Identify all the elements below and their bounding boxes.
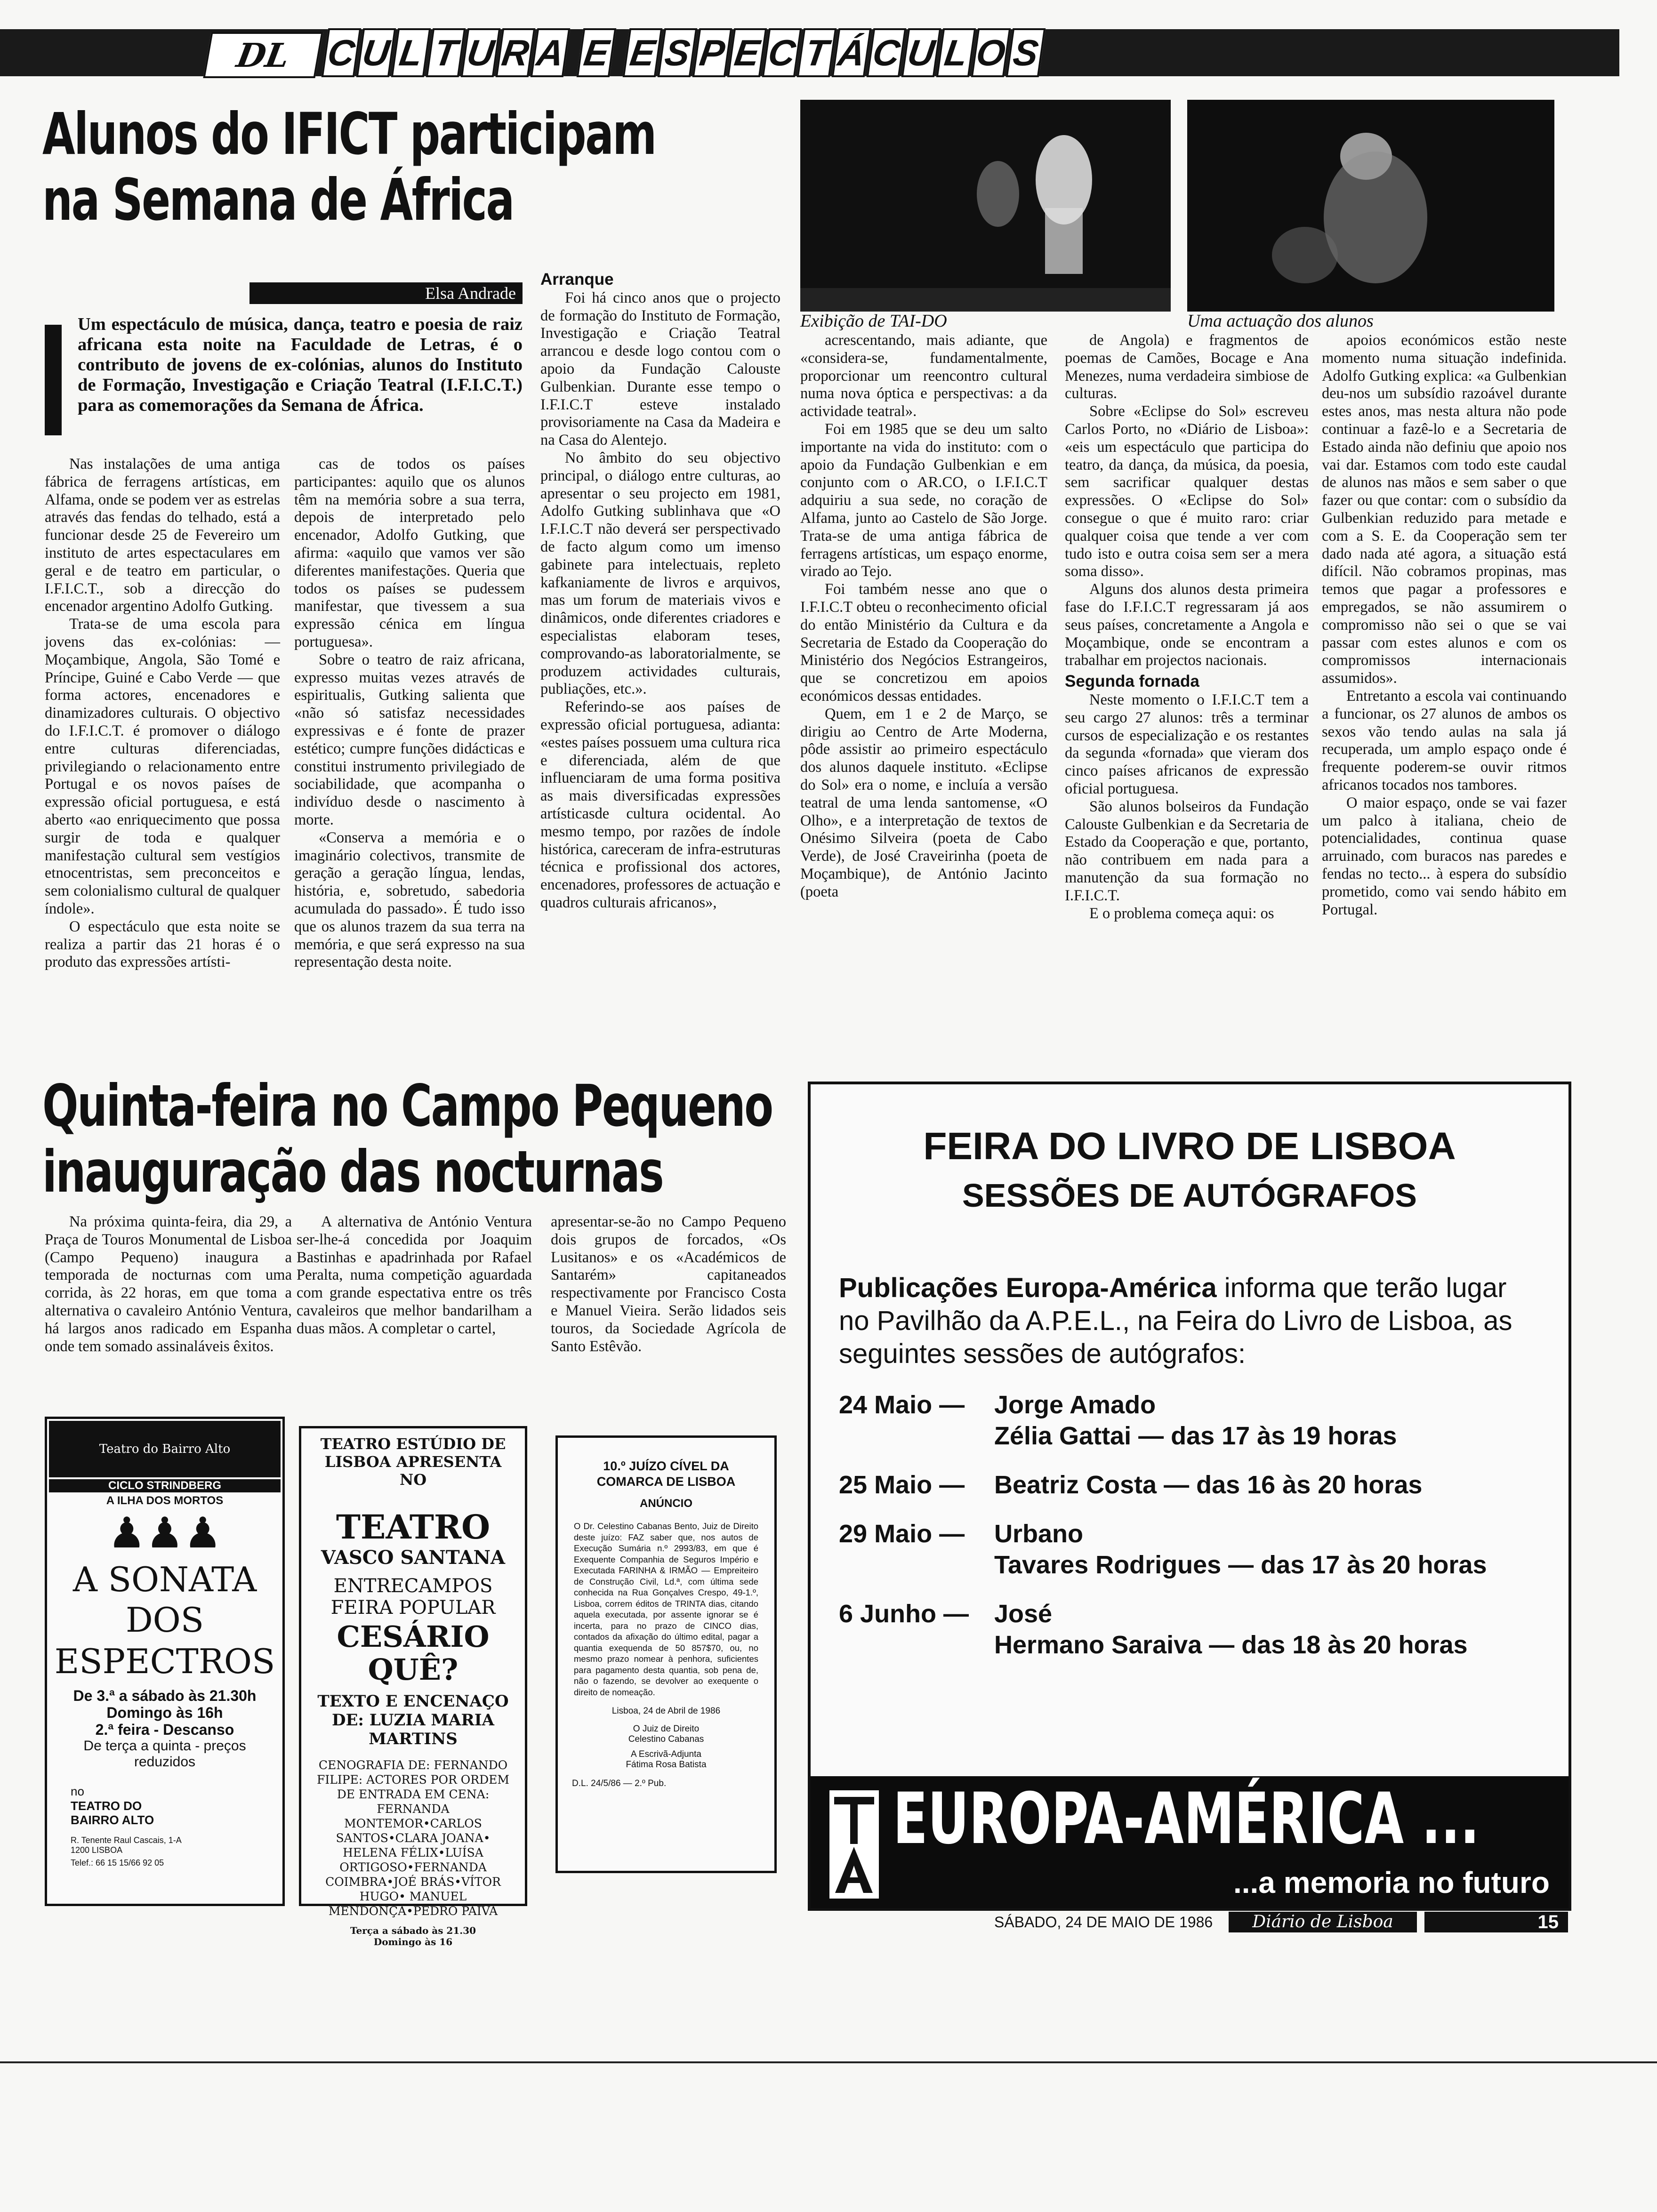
ad-teatro-times2: Domingo às 16 bbox=[373, 1936, 453, 1948]
subhead-segunda-fornada: Segunda fornada bbox=[1065, 672, 1199, 691]
session-names bbox=[994, 1389, 1397, 1451]
footer-paper: Diário de Lisboa bbox=[1229, 1912, 1417, 1932]
section-title-letter: L bbox=[936, 28, 976, 77]
footer-page-number: 15 bbox=[1424, 1912, 1568, 1932]
section-title-letter: U bbox=[461, 28, 501, 77]
photo-actuacao bbox=[1187, 100, 1554, 312]
ad-juizo-ref: D.L. 24/5/86 — 2.º Pub. bbox=[572, 1779, 667, 1788]
ad-feira-sessions bbox=[811, 1389, 1569, 1660]
session-line1: Jorge Amado bbox=[994, 1391, 1156, 1419]
paragraph: Quem, em 1 e 2 de Março, se dirigiu ao Centro de Arte Moderna, pôde assistir ao primeiro espectáculo dos alunos daquele instituto. «Eclipse do Sol» era o nome, e incluía a versão teatral de uma lenda santomense, «O Olho», e a interpretação de textos de Onésimo Silveira (poeta de Cabo Verde), de José Craveirinha (poeta de Moçambique), de António Jacinto (poeta bbox=[800, 705, 1047, 900]
section-title-letter: S bbox=[1006, 28, 1046, 77]
ad-juizo-title: 10.º JUÍZO CÍVEL DA COMARCA DE LISBOA bbox=[596, 1459, 736, 1489]
ad-teatro-line1: TEATRO ESTÚDIO DE LISBOA APRESENTA NO bbox=[320, 1435, 506, 1489]
ad-sonata bbox=[45, 1417, 285, 1906]
bottom-rule bbox=[0, 2061, 1657, 2063]
paragraph: Neste momento o I.F.I.C.T tem a seu cargo 27 alunos: três a terminar cursos de especialização e os restantes da segunda «fornada» que vieram dos cinco países africanos de expressão oficial portuguesa. bbox=[1065, 691, 1309, 797]
article2-headline: Quinta-feira no Campo Pequeno inauguração das nocturnas bbox=[42, 1073, 772, 1205]
section-title-letter: T bbox=[797, 28, 837, 77]
paragraph: Alguns dos alunos desta primeira fase do I.F.I.C.T regressaram já aos seus países, concretamente a Angola e Moçambique, onde se encontram a trabalhar em projectos nacionais. bbox=[1065, 581, 1309, 669]
section-title-letter: U bbox=[356, 28, 396, 77]
ad-sonata-schedule1: De 3.ª a sábado às 21.30h bbox=[73, 1687, 257, 1704]
paragraph: Sobre o teatro de raiz africana, expresso muitas vezes através de espiritualis, Gutking salienta que «não só satisfaz necessidades expressivas e é fonte de prazer estético; cumpre funções didácticas e constitui instrumento privilegiado de sociabilidade, que acompanha o indivíduo desde o nascimento à morte. bbox=[294, 651, 525, 828]
paragraph: São alunos bolseiros da Fundação Calouste Gulbenkian e da Secretaria de Estado da Cooperação e que, portanto, não contribuem em nada para a manutenção da sua formação no I.F.I.C.T. bbox=[1065, 798, 1309, 904]
ad-sonata-subtitle: A ILHA DOS MORTOS bbox=[106, 1494, 224, 1507]
paragraph: de Angola) e fragmentos de poemas de Camões, Bocage e Ana Menezes, numa verdadeira simbiose de culturas. bbox=[1065, 332, 1309, 402]
paragraph: Nas instalações de uma antiga fábrica de ferragens artísticas, em Alfama, onde se podem ver as estrelas através das fendas do telhado, está a funcionar desde 25 de Fevereiro um instituto de artes espectaculares em geral e de teatro em particular, o I.F.I.C.T., sob a direcção do encenador argentino Adolfo Gutking. bbox=[45, 456, 280, 615]
ad-teatro-line3: VASCO SANTANA bbox=[321, 1547, 506, 1569]
ad-feira-brand: EUROPA-AMÉRICA ... bbox=[893, 1778, 1480, 1860]
ad-sonata-ciclo: CICLO STRINDBERG bbox=[49, 1479, 281, 1492]
section-title-letter: T bbox=[426, 28, 466, 77]
ad-feira-livro bbox=[808, 1082, 1571, 1911]
europa-america-logo-icon bbox=[829, 1790, 879, 1899]
session-line1: Beatriz Costa — das 16 às 20 horas bbox=[994, 1471, 1423, 1499]
footer-date: SÁBADO, 24 DE MAIO DE 1986 bbox=[994, 1914, 1213, 1931]
ad-feira-intro-rest: informa que terão lugar no Pavilhão da A.P.E.L., na Feira do Livro de Lisboa, as seguintes sessões de autógrafos: bbox=[839, 1273, 1512, 1369]
article1-col2 bbox=[294, 456, 525, 1062]
ad-juizo bbox=[555, 1435, 777, 1873]
section-title-letter: C bbox=[322, 28, 362, 77]
paragraph: O maior espaço, onde se vai fazer um palco à italiana, cheio de potencialidades, continua quase arruinado, com buracos nas paredes e fendas no tecto... à espera do subsídio prometido, como vai sendo hábito em Portugal. bbox=[1322, 794, 1567, 918]
session-names bbox=[994, 1469, 1422, 1500]
article1-col5 bbox=[1065, 332, 1309, 1061]
section-title-letter: C bbox=[762, 28, 802, 77]
caption-tai-do: Exibição de TAI-DO bbox=[800, 311, 947, 331]
section-title-letter: U bbox=[901, 28, 941, 77]
section-title-letter: P bbox=[692, 28, 732, 77]
article1-col6 bbox=[1322, 332, 1567, 1061]
session-date: 29 Maio — bbox=[839, 1520, 965, 1548]
ad-juizo-subtitle: ANÚNCIO bbox=[640, 1497, 692, 1510]
caption-actuacao: Uma actuação dos alunos bbox=[1187, 311, 1374, 331]
article2-col3: apresentar-se-ão no Campo Pequeno dois grupos de forcados, «Os Lusitanos» e os «Académicos de Santarém» capitaneados respectivamente por Francisco Costa e Manuel Vieira. Serão lidados seis touros, da Sociedade Agrícola de Santo Estêvão. bbox=[551, 1213, 786, 1355]
article1-col4 bbox=[800, 332, 1047, 1061]
paragraph: apoios económicos estão neste momento numa situação indefinida. Adolfo Gutking explica: «a Gulbenkian deu-nos um subsídio razoável durante estes anos, mas nesta altura não pode continuar a fazê-lo e a Secretaria de Estado ainda não definiu que apoio nos vai dar. Estamos com todo este caudal de alunos nas mãos e sem saber o que fazer ou que contar: com o subsídio da Gulbenkian reduzido para metade e com a S. E. da Cooperação sem ter dado nada até agora, a situação está difícil. Não cobramos propinas, mas temos que pagar a professores e empregados, se não assumirem o compromisso não sei o que se vai passar com estes alunos e com os compromissos internacionais assumidos». bbox=[1322, 332, 1567, 687]
session-row bbox=[839, 1598, 1569, 1660]
session-line2: Zélia Gattai — das 17 às 19 horas bbox=[994, 1422, 1397, 1450]
session-names bbox=[994, 1598, 1468, 1660]
ad-feira-subtitle: SESSÕES DE AUTÓGRAFOS bbox=[962, 1177, 1417, 1214]
paragraph: Foi há cinco anos que o projecto de formação do Instituto de Formação, Investigação e Criação Teatral arrancou e desde logo contou com o apoio da Fundação Calouste Gulbenkian. Durante esse tempo o I.F.I.C.T esteve instalado provisoriamente na Casa da Madeira e na Casa do Alentejo. bbox=[540, 289, 780, 449]
session-date: 25 Maio — bbox=[839, 1471, 965, 1499]
section-title-letter: A bbox=[531, 28, 571, 77]
ad-feira-title: FEIRA DO LIVRO DE LISBOA bbox=[923, 1125, 1456, 1168]
lead-bar bbox=[45, 325, 62, 435]
session-row bbox=[839, 1518, 1569, 1580]
section-logo: DL bbox=[203, 32, 323, 78]
ad-teatro-line4: ENTRECAMPOS bbox=[333, 1575, 493, 1597]
byline: Elsa Andrade bbox=[249, 282, 523, 304]
ad-sonata-schedule2: Domingo às 16h bbox=[106, 1704, 223, 1721]
section-title-letter: L bbox=[391, 28, 431, 77]
paragraph: Foi em 1985 que se deu um salto importante na vida do instituto: com o apoio da Fundação Gulbenkian e em conjunto com o AR.CO, o I.F.I.C.T adquiriu a sua sede, no coração de Alfama, junto ao Castelo de São Jorge. Trata-se de uma antiga fábrica de ferragens artísticas, um espaço enorme, virado ao Tejo. bbox=[800, 420, 1047, 580]
session-row bbox=[839, 1389, 1569, 1451]
paragraph: acrescentando, mais adiante, que «considera-se, fundamentalmente, proporcionar um reencontro cultural numa nova óptica e perspectivas: a da actividade teatral». bbox=[800, 332, 1047, 420]
photo-tai-do-image bbox=[800, 100, 1171, 312]
section-title-letter: Á bbox=[832, 28, 872, 77]
session-names bbox=[994, 1518, 1487, 1580]
session-line2: Tavares Rodrigues — das 17 às 20 horas bbox=[994, 1551, 1487, 1579]
section-title-letter: E bbox=[727, 28, 767, 77]
paragraph: Entretanto a escola vai continuando a funcionar, os 27 alunos de ambos os sexos vão tendo aulas na sala já recuperada, um amplo espaço onde é frequente poderem-se ouvir ritmos africanos tocados nos tambores. bbox=[1322, 687, 1567, 793]
ad-teatro-credits: TEXTO E ENCENAÇO DE: LUZIA MARIA MARTINS bbox=[317, 1692, 509, 1748]
session-row bbox=[839, 1469, 1569, 1500]
paragraph: cas de todos os países participantes: aquilo que os alunos têm na memória sobre a sua terra, depois de interpretado pelo encenador, Adolfo Gutking, que afirma: «aquilo que vamos ver são diferentes manifestações. Queria que todos os países se pudessem manifestar, que tivessem a sua expressão cénica em língua portuguesa». bbox=[294, 456, 525, 650]
ad-teatro-title: CESÁRIO QUÊ? bbox=[337, 1619, 490, 1687]
chairs-icon: ♟♟♟ bbox=[107, 1510, 222, 1557]
ad-sonata-title1: A SONATA bbox=[72, 1560, 257, 1599]
section-title-letter: E bbox=[623, 28, 663, 77]
ad-juizo-sig2a: A Escrivã-Adjunta bbox=[631, 1749, 701, 1759]
paragraph: Trata-se de uma escola para jovens das ex-colónias: — Moçambique, Angola, São Tomé e Príncipe, Guiné e Cabo Verde — que forma actores, encenadores e dinamizadores culturais. O objectivo do I.F.I.C.T. é promover o diálogo entre culturas diferenciadas, privilegiando o relacionamento entre Portugal e os novos países de expressão oficial portuguesa, e está aberto «ao enriquecimento que possa surgir de toda e qualquer manifestação cultural sem vestígios etnocentristas, sem preconceitos e sem colonialismo cultural de qualquer índole». bbox=[45, 616, 280, 917]
subhead-arranque: Arranque bbox=[540, 270, 614, 289]
ad-sonata-title3: ESPECTROS bbox=[54, 1642, 275, 1681]
ad-sonata-phone: Telef.: 66 15 15/66 92 05 bbox=[71, 1858, 164, 1867]
article2-col1: Na próxima quinta-feira, dia 29, a Praça de Touros Monumental de Lisboa (Campo Pequeno) inaugura a temporada de nocturnas com uma corrida, às 22 horas, em que toma a alternativa o cavaleiro António Ventura, há largos anos radicado em Espanha onde tem somado assinaláveis êxitos. bbox=[45, 1213, 292, 1355]
session-date: 6 Junho — bbox=[839, 1600, 969, 1628]
paragraph: E o problema começa aqui: os bbox=[1089, 905, 1274, 922]
paragraph: No âmbito do seu objectivo principal, o diálogo entre culturas, ao apresentar o seu projecto em 1981, Adolfo Gutking sublinhava que «O I.F.I.C.T não deverá ser perspectivado de facto algum como um imenso gabinete para intelectuais, repleto kafkaniamente de livros e arquivos, mas um forum de materiais vivos e dinâmicos, onde diferentes criadores e especialistas elaboram teses, comprovando-as laboratorialmente, se produzem actividades culturais, publiações, etc.». bbox=[540, 449, 780, 698]
session-date: 24 Maio — bbox=[839, 1391, 965, 1419]
article1-col3 bbox=[540, 271, 780, 1061]
ad-juizo-body: O Dr. Celestino Cabanas Bento, Juiz de Direito deste juízo: FAZ saber que, nos autos de Execução Sumária n.º 2993/83, em que é Exequente Companhia de Seguros Império e Executada FARINHA & IRMÃO — Empreiteiro de Construção Civil, Ld.ª, com última sede conhecida na Rua Gonçalves Crespo, 49-1.º, Lisboa, correm éditos de TRINTA dias, citando aquela executada, por assente ignorar se é incerta, para no prazo de CINCO dias, contados da afixação do último edital, pagar a quantia exequenda de 50 857$70, ou, no mesmo prazo nomear à penhora, suficientes para pagamento desta quantia, sob pena de, não o fazendo, se devolver ao exequente o direito de nomeação. bbox=[574, 1521, 758, 1697]
paragraph: «Conserva a memória e o imaginário colectivos, transmite de geração a geração língua, lendas, história, e, sobretudo, sabedoria acumulada do passado». É tudo isso que os alunos trazem da sua terra na memória, e que será expresso na sua representação desta noite. bbox=[294, 829, 525, 971]
paragraph: Foi também nesse ano que o I.F.I.C.T obteu o reconhecimento oficial do então Ministério da Cultura e da Secretaria de Estado da Cooperação do Ministério dos Negócios Estrangeiros, que se concretizou em apoios económicos dessas entidades. bbox=[800, 581, 1047, 705]
ad-sonata-schedule3: 2.ª feira - Descanso bbox=[95, 1721, 234, 1738]
section-title-letter: S bbox=[658, 28, 698, 77]
paragraph: Referindo-se aos países de expressão oficial portuguesa, adianta: «estes países possuem uma cultura rica e diferenciada, além de que influenciaram de uma forma positiva as mais diversificadas expressões artísticasde cultura ocidental. Ao mesmo tempo, por razões de índole histórica, careceram de infra-estruturas técnica e profissional dos actores, encenadores, professores de actuação e quadros culturais africanos», bbox=[540, 698, 780, 911]
europa-america-logo bbox=[829, 1790, 879, 1899]
photo-actuacao-image bbox=[1187, 100, 1554, 312]
article1-col1 bbox=[45, 456, 280, 1062]
ad-teatro-line5: FEIRA POPULAR bbox=[330, 1597, 496, 1619]
ad-teatro-cast: CENOGRAFIA DE: FERNANDO FILIPE: ACTORES POR ORDEM DE ENTRADA EM CENA: FERNANDA MONTEMOR•CARLOS SANTOS•CLARA JOANA• HELENA FÉLIX•LUÍSA ORTIGOSO•FERNANDA COIMBRA•JOÉ BRÁS•VÍTOR HUGO• MANUEL MENDONÇA•PEDRO PAIVA bbox=[317, 1758, 509, 1918]
ad-sonata-schedule4: De terça a quinta - preços reduzidos bbox=[83, 1738, 246, 1770]
ad-sonata-venue-prefix: no bbox=[71, 1784, 84, 1798]
ad-sonata-venue: TEATRO DO BAIRRO ALTO bbox=[71, 1799, 154, 1827]
ad-juizo-sig1b: Celestino Cabanas bbox=[628, 1734, 704, 1744]
article2-col2: A alternativa de António Ventura ser-lhe-á concedida por Joaquim Bastinhas e apadrinhada por Rafael Peralta, numa competição aguardada com grande espectativa entre os três cavaleiros que melhor bandarilham a duas mãos. A completar o cartel, bbox=[297, 1213, 532, 1337]
ad-sonata-title2: DOS bbox=[125, 1600, 204, 1640]
ad-feira-tagline: ...a memoria no futuro bbox=[1233, 1866, 1550, 1899]
article1-headline: Alunos do IFICT participam na Semana de África bbox=[42, 101, 656, 233]
lead-paragraph: Um espectáculo de música, dança, teatro e poesia de raiz africana esta noite na Faculdade de Letras, é o contributo de jovens de ex-colónias, alunos do Instituto de Formação, Investigação e Criação Teatral (I.F.I.C.T.) para as comemorações da Semana de África. bbox=[78, 314, 523, 415]
ad-teatro-line2: TEATRO bbox=[336, 1507, 491, 1547]
ad-teatro-times1: Terça a sábado às 21.30 bbox=[350, 1925, 476, 1936]
session-line1: José bbox=[994, 1600, 1053, 1628]
paragraph: O espectáculo que esta noite se realiza a partir das 21 horas é o produto das expressões artísti- bbox=[45, 918, 280, 971]
section-title-letter: R bbox=[496, 28, 536, 77]
ad-sonata-address1: R. Tenente Raul Cascais, 1-A bbox=[71, 1835, 182, 1845]
ad-sonata-address2: 1200 LISBOA bbox=[71, 1845, 123, 1855]
paragraph: Sobre «Eclipse do Sol» escreveu Carlos Porto, no «Diário de Lisboa»: «eis um espectáculo que participa do teatro, da dança, da música, da poesia, sem sacrificar qualquer destas expressões. O «Eclipse do Sol» consegue o que é muito raro: criar qualquer coisa que tende a ver com tudo isto e outra coisa sem ser a mera soma disso». bbox=[1065, 403, 1309, 580]
section-title-letter: C bbox=[867, 28, 907, 77]
session-line1: Urbano bbox=[994, 1520, 1083, 1548]
ad-feira-intro-bold: Publicações Europa-América bbox=[839, 1273, 1217, 1303]
ad-feira-intro bbox=[811, 1272, 1569, 1370]
ad-teatro bbox=[299, 1426, 527, 1948]
session-line2: Hermano Saraiva — das 18 às 20 horas bbox=[994, 1631, 1468, 1659]
ad-juizo-sig1a: O Juiz de Direito bbox=[633, 1724, 700, 1734]
section-title-letter: O bbox=[971, 28, 1011, 77]
ad-juizo-sig2b: Fátima Rosa Batista bbox=[626, 1760, 707, 1770]
section-title-letter: E bbox=[577, 28, 617, 77]
photo-tai-do bbox=[800, 100, 1171, 312]
section-title bbox=[325, 28, 1044, 77]
ad-sonata-header: Teatro do Bairro Alto bbox=[49, 1421, 281, 1477]
ad-juizo-date: Lisboa, 24 de Abril de 1986 bbox=[611, 1706, 721, 1716]
ad-feira-brand-bar bbox=[811, 1776, 1569, 1908]
